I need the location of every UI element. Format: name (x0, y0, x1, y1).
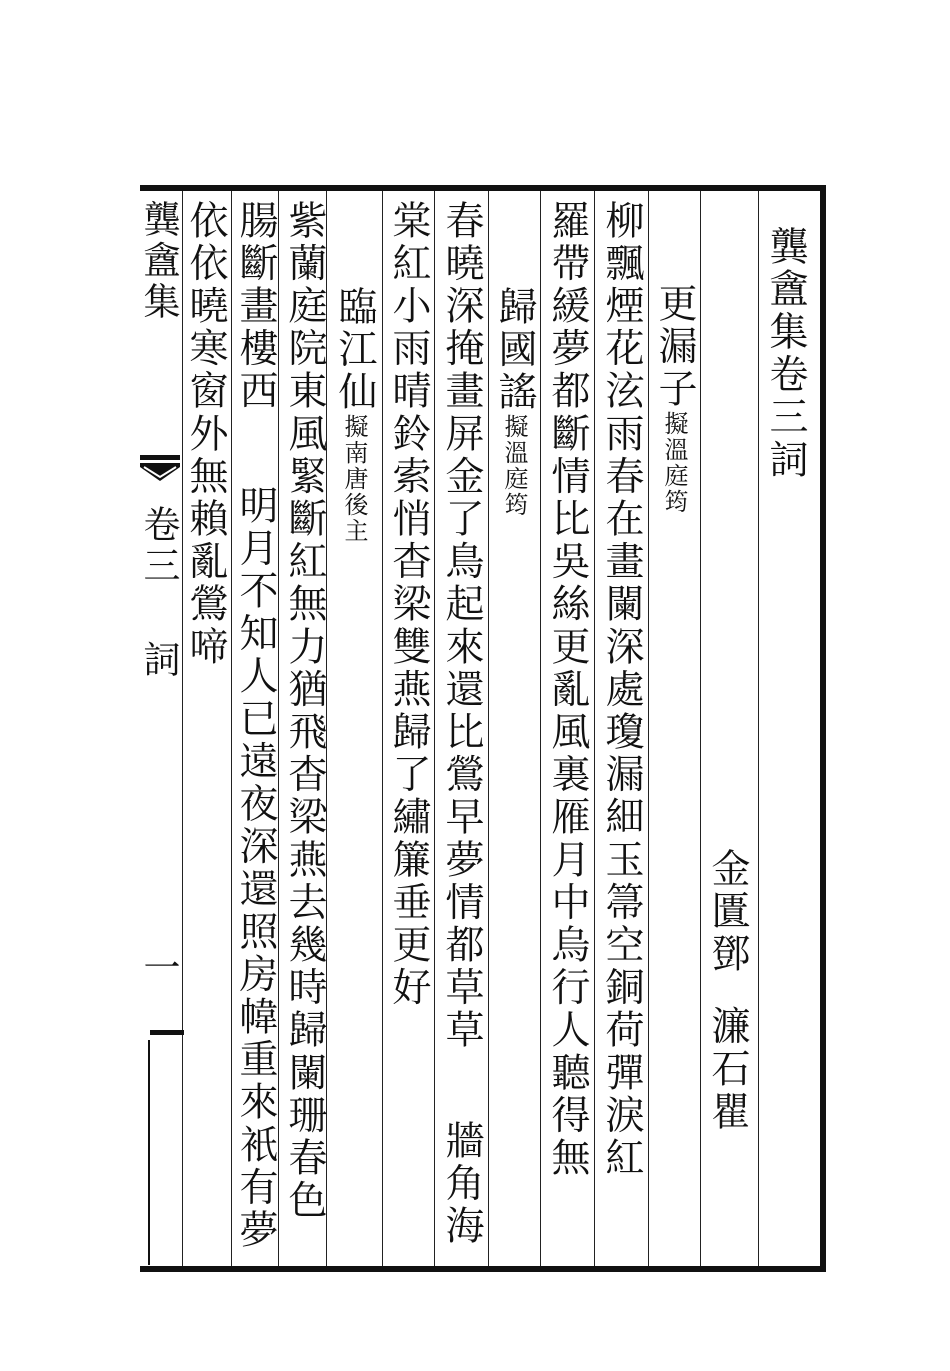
spine-title: 龔盦集 (137, 200, 180, 323)
poem-title (492, 286, 537, 518)
column-rule (540, 191, 541, 1266)
spine-divider (150, 1030, 184, 1035)
author-surname: 鄧 (705, 933, 750, 976)
poem-line: 春曉深掩畫屏金了鳥起來還比鶯早夢情都草草 (439, 200, 484, 1052)
poem-line: 柳飄煙花泫雨春在畫闌深處瓊漏細玉箒空銅荷彈淚紅 (599, 200, 644, 1180)
column-rule (648, 191, 649, 1266)
column-rule (758, 191, 759, 1266)
poem-line: 紫蘭庭院東風緊斷紅無力猶飛杳梁燕去幾時歸闌珊春色 (282, 200, 327, 1223)
column-rule (700, 191, 701, 1266)
poem-line: 依依曉寒窗外無賴亂鶯啼 (183, 200, 228, 669)
author-line (705, 848, 750, 1134)
column-rule (434, 191, 435, 1266)
poem-note: 擬溫庭筠 (500, 413, 528, 518)
poem-line: 明月不知人已遠夜深還照房幃重來衹有夢 (233, 485, 278, 1252)
poem-note: 擬溫庭筠 (660, 410, 688, 515)
tune-name: 臨江仙 (332, 286, 377, 414)
tune-name: 更漏子 (652, 283, 697, 411)
poem-line: 腸斷畫樓西 (233, 200, 278, 413)
poem-title (652, 283, 697, 515)
author-name: 濂石瞿 (705, 1005, 750, 1134)
tune-name: 歸國謠 (492, 286, 537, 414)
poem-title (332, 286, 377, 544)
column-rule (231, 191, 232, 1266)
author-place: 金匱 (705, 848, 750, 934)
column-rule (278, 191, 279, 1266)
poem-line: 羅帶緩夢都斷情比吳絲更亂風裏雁月中烏行人聽得無 (545, 200, 590, 1180)
column-rule (488, 191, 489, 1266)
spine-edge (148, 1040, 150, 1265)
poem-note: 擬南唐後主 (340, 413, 368, 544)
spine-page-number: 一 (137, 948, 180, 989)
poem-line: 棠紅小雨晴鈴索悄杳梁雙燕歸了繡簾垂更好 (386, 200, 431, 1010)
poem-line: 牆角海 (439, 1120, 484, 1248)
spine-category: 詞 (137, 640, 180, 681)
column-rule (382, 191, 383, 1266)
fish-tail-ornament (140, 455, 180, 489)
book-title: 龔盦集卷三詞 (763, 226, 808, 482)
column-rule (594, 191, 595, 1266)
spine-volume: 卷三 (137, 505, 180, 587)
